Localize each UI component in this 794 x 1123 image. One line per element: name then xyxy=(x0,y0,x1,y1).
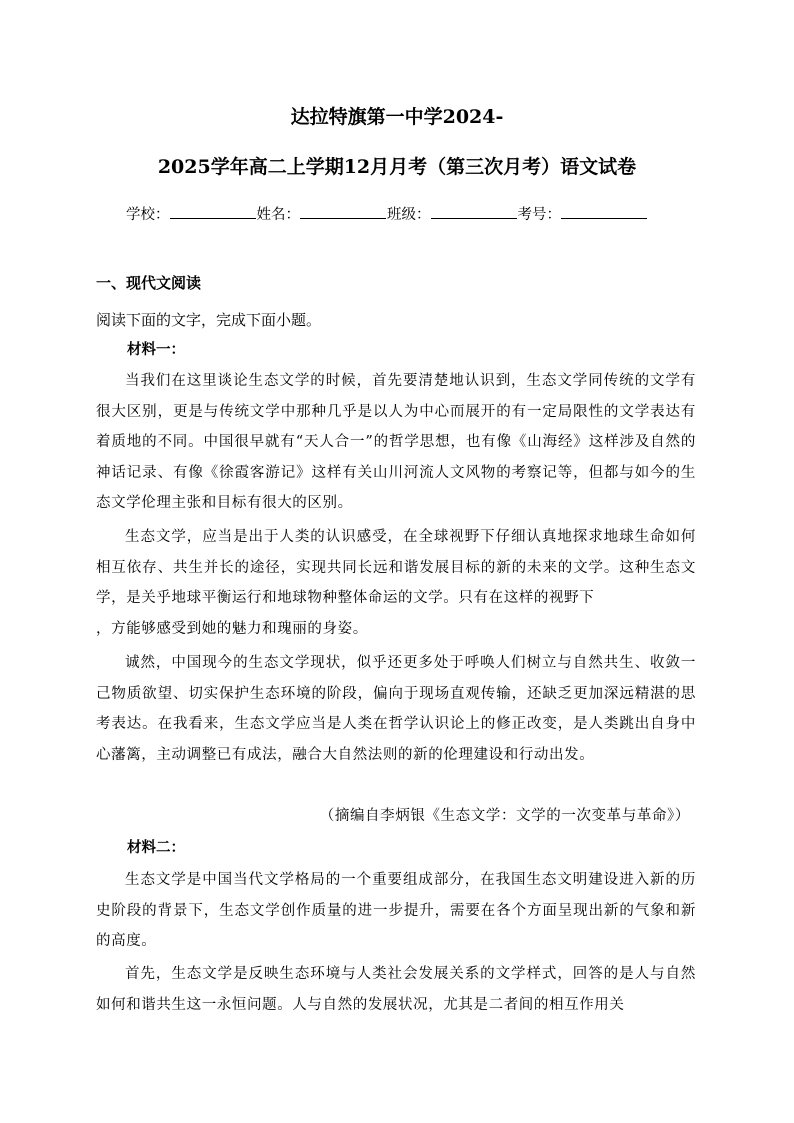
number-label: 考号： xyxy=(517,207,561,223)
material1-paragraph1 xyxy=(96,366,696,519)
section-heading: 一、现代文阅读 xyxy=(96,274,202,292)
paragraph-text: 诚然，中国现今的生态文学现状，似乎还更多处于呼唤人们树立与自然共生、收敛一己物质欲望、切实保护生态环境的阶段，偏向于现场直观传输，还缺乏更加深远精湛的思考表达。在我看来，生态文学应当是人类在哲学认识论上的修正改变，是人类跳出自身中心藩篱，主动调整已有成法，融合大自然法则的新的伦理建设和行动出发。 xyxy=(96,655,696,763)
material2-paragraph1 xyxy=(96,865,696,957)
material2-label: 材料二： xyxy=(127,840,185,856)
school-label: 学校： xyxy=(126,207,170,223)
name-blank[interactable] xyxy=(300,204,386,219)
paragraph-text: 生态文学，应当是出于人类的认识感受，在全球视野下仔细认真地探求地球生命如何相互依存、共生并长的途径，实现共同长远和谐发展目标的新的未来的文学。这种生态文学，是关乎地球平衡运行和地球物种整体命运的文学。只有在这样的视野下 xyxy=(96,529,696,606)
paragraph-text: 生态文学是中国当代文学格局的一个重要组成部分，在我国生态文明建设进入新的历史阶段的背景下，生态文学创作质量的进一步提升，需要在各个方面呈现出新的气象和新的高度。 xyxy=(96,872,696,949)
exam-title-line2: 2025学年高二上学期12月月考（第三次月考）语文试卷 xyxy=(157,156,637,178)
paragraph-text: 当我们在这里谈论生态文学的时候，首先要清楚地认识到，生态文学同传统的文学有很大区别，更是与传统文学中那种几乎是以人为中心而展开的有一定局限性的文学表达有着质地的不同。中国很早就有“天人合一”的哲学思想，也有像《山海经》这样涉及自然的神话记录、有像《徐霞客游记》这样有关山川河流人文风物的考察记等，但都与如今的生态文学伦理主张和目标有很大的区别。 xyxy=(96,373,696,511)
material2-paragraph2 xyxy=(96,959,696,1020)
material1-paragraph2 xyxy=(96,522,696,644)
class-blank[interactable] xyxy=(431,204,517,219)
paragraph-text-continued: ，方能够感受到她的魅力和瑰丽的身姿。 xyxy=(96,620,368,637)
student-info-row xyxy=(126,204,686,226)
name-label: 姓名： xyxy=(256,207,300,223)
material1-paragraph3 xyxy=(96,648,696,770)
material1-source: （摘编自李炳银《生态文学：文学的一次变革与革命》） xyxy=(319,808,690,824)
material1-label: 材料一： xyxy=(127,342,185,358)
exam-title-line1: 达拉特旗第一中学2024- xyxy=(290,106,504,128)
paragraph-text: 首先，生态文学是反映生态环境与人类社会发展关系的文学样式，回答的是人与自然如何和谐共生这一永恒问题。人与自然的发展状况，尤其是二者间的相互作用关 xyxy=(96,966,696,1013)
reading-instruction: 阅读下面的文字，完成下面小题。 xyxy=(96,311,322,329)
number-blank[interactable] xyxy=(561,204,647,219)
class-label: 班级： xyxy=(387,207,431,223)
school-blank[interactable] xyxy=(170,204,256,219)
